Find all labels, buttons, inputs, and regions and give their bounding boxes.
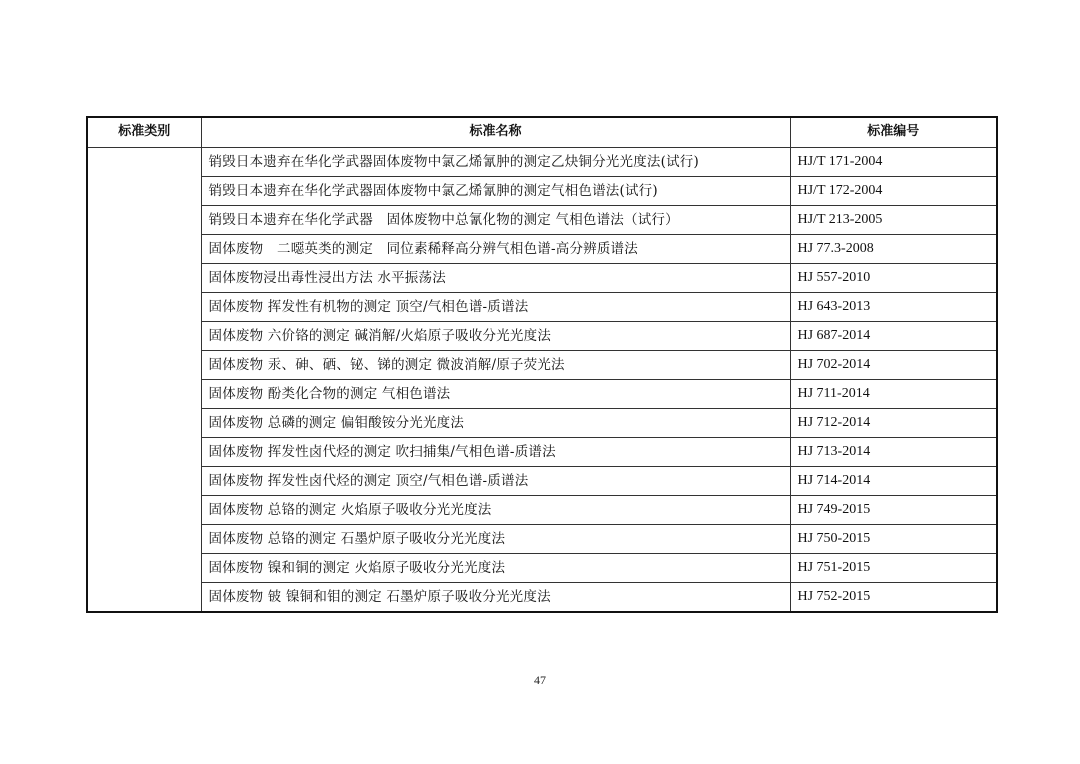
standard-code-cell: HJ 752-2015 xyxy=(790,582,997,612)
table-row xyxy=(87,292,997,321)
standard-name-cell: 固体废物 铍 镍铜和钼的测定 石墨炉原子吸收分光光度法 xyxy=(201,582,790,612)
standard-name-cell: 销毁日本遗弃在华化学武器固体废物中氯乙烯氰胂的测定气相色谱法(试行) xyxy=(201,176,790,205)
standard-name-cell: 销毁日本遗弃在华化学武器固体废物中氯乙烯氰肿的测定乙炔铜分光光度法(试行) xyxy=(201,147,790,176)
header-code: 标准编号 xyxy=(790,117,997,147)
standard-code-cell: HJ 77.3-2008 xyxy=(790,234,997,263)
standard-code-cell: HJ 712-2014 xyxy=(790,408,997,437)
standard-name-cell: 固体废物 总磷的测定 偏钼酸铵分光光度法 xyxy=(201,408,790,437)
header-name: 标准名称 xyxy=(201,117,790,147)
table-row xyxy=(87,408,997,437)
table-row xyxy=(87,495,997,524)
standard-code-cell: HJ 557-2010 xyxy=(790,263,997,292)
table-row xyxy=(87,437,997,466)
standard-code-cell: HJ 713-2014 xyxy=(790,437,997,466)
table-row xyxy=(87,582,997,612)
page-number: 47 xyxy=(534,673,546,687)
table-row xyxy=(87,524,997,553)
standards-table xyxy=(86,116,998,613)
table-row xyxy=(87,466,997,495)
header-category: 标准类别 xyxy=(87,117,201,147)
standard-code-cell: HJ 643-2013 xyxy=(790,292,997,321)
standard-name-cell: 销毁日本遗弃在华化学武器 固体废物中总氰化物的测定 气相色谱法（试行） xyxy=(201,205,790,234)
standard-name-cell: 固体废物 挥发性卤代烃的测定 顶空/气相色谱-质谱法 xyxy=(201,466,790,495)
standard-code-cell: HJ 702-2014 xyxy=(790,350,997,379)
standard-code-cell: HJ/T 213-2005 xyxy=(790,205,997,234)
table-row xyxy=(87,147,997,176)
standard-name-cell: 固体废物 挥发性卤代烃的测定 吹扫捕集/气相色谱-质谱法 xyxy=(201,437,790,466)
standard-code-cell: HJ 749-2015 xyxy=(790,495,997,524)
standard-name-cell: 固体废物浸出毒性浸出方法 水平振荡法 xyxy=(201,263,790,292)
standard-name-cell: 固体废物 六价铬的测定 碱消解/火焰原子吸收分光光度法 xyxy=(201,321,790,350)
table-header-row xyxy=(87,117,997,147)
table-row xyxy=(87,263,997,292)
standard-name-cell: 固体废物 二噁英类的测定 同位素稀释高分辨气相色谱-高分辨质谱法 xyxy=(201,234,790,263)
standard-name-cell: 固体废物 镍和铜的测定 火焰原子吸收分光光度法 xyxy=(201,553,790,582)
standard-code-cell: HJ/T 171-2004 xyxy=(790,147,997,176)
table-row xyxy=(87,321,997,350)
table-row xyxy=(87,176,997,205)
standard-name-cell: 固体废物 总铬的测定 石墨炉原子吸收分光光度法 xyxy=(201,524,790,553)
standard-code-cell: HJ/T 172-2004 xyxy=(790,176,997,205)
standard-name-cell: 固体废物 汞、砷、硒、铋、锑的测定 微波消解/原子荧光法 xyxy=(201,350,790,379)
table-row xyxy=(87,379,997,408)
table-body xyxy=(87,147,997,612)
standard-code-cell: HJ 714-2014 xyxy=(790,466,997,495)
table-row xyxy=(87,205,997,234)
table-row xyxy=(87,234,997,263)
standard-code-cell: HJ 751-2015 xyxy=(790,553,997,582)
table-row xyxy=(87,553,997,582)
category-cell xyxy=(87,147,201,612)
table-row xyxy=(87,350,997,379)
standard-name-cell: 固体废物 挥发性有机物的测定 顶空/气相色谱-质谱法 xyxy=(201,292,790,321)
standard-name-cell: 固体废物 总铬的测定 火焰原子吸收分光光度法 xyxy=(201,495,790,524)
standard-code-cell: HJ 687-2014 xyxy=(790,321,997,350)
standard-code-cell: HJ 711-2014 xyxy=(790,379,997,408)
standard-name-cell: 固体废物 酚类化合物的测定 气相色谱法 xyxy=(201,379,790,408)
standard-code-cell: HJ 750-2015 xyxy=(790,524,997,553)
